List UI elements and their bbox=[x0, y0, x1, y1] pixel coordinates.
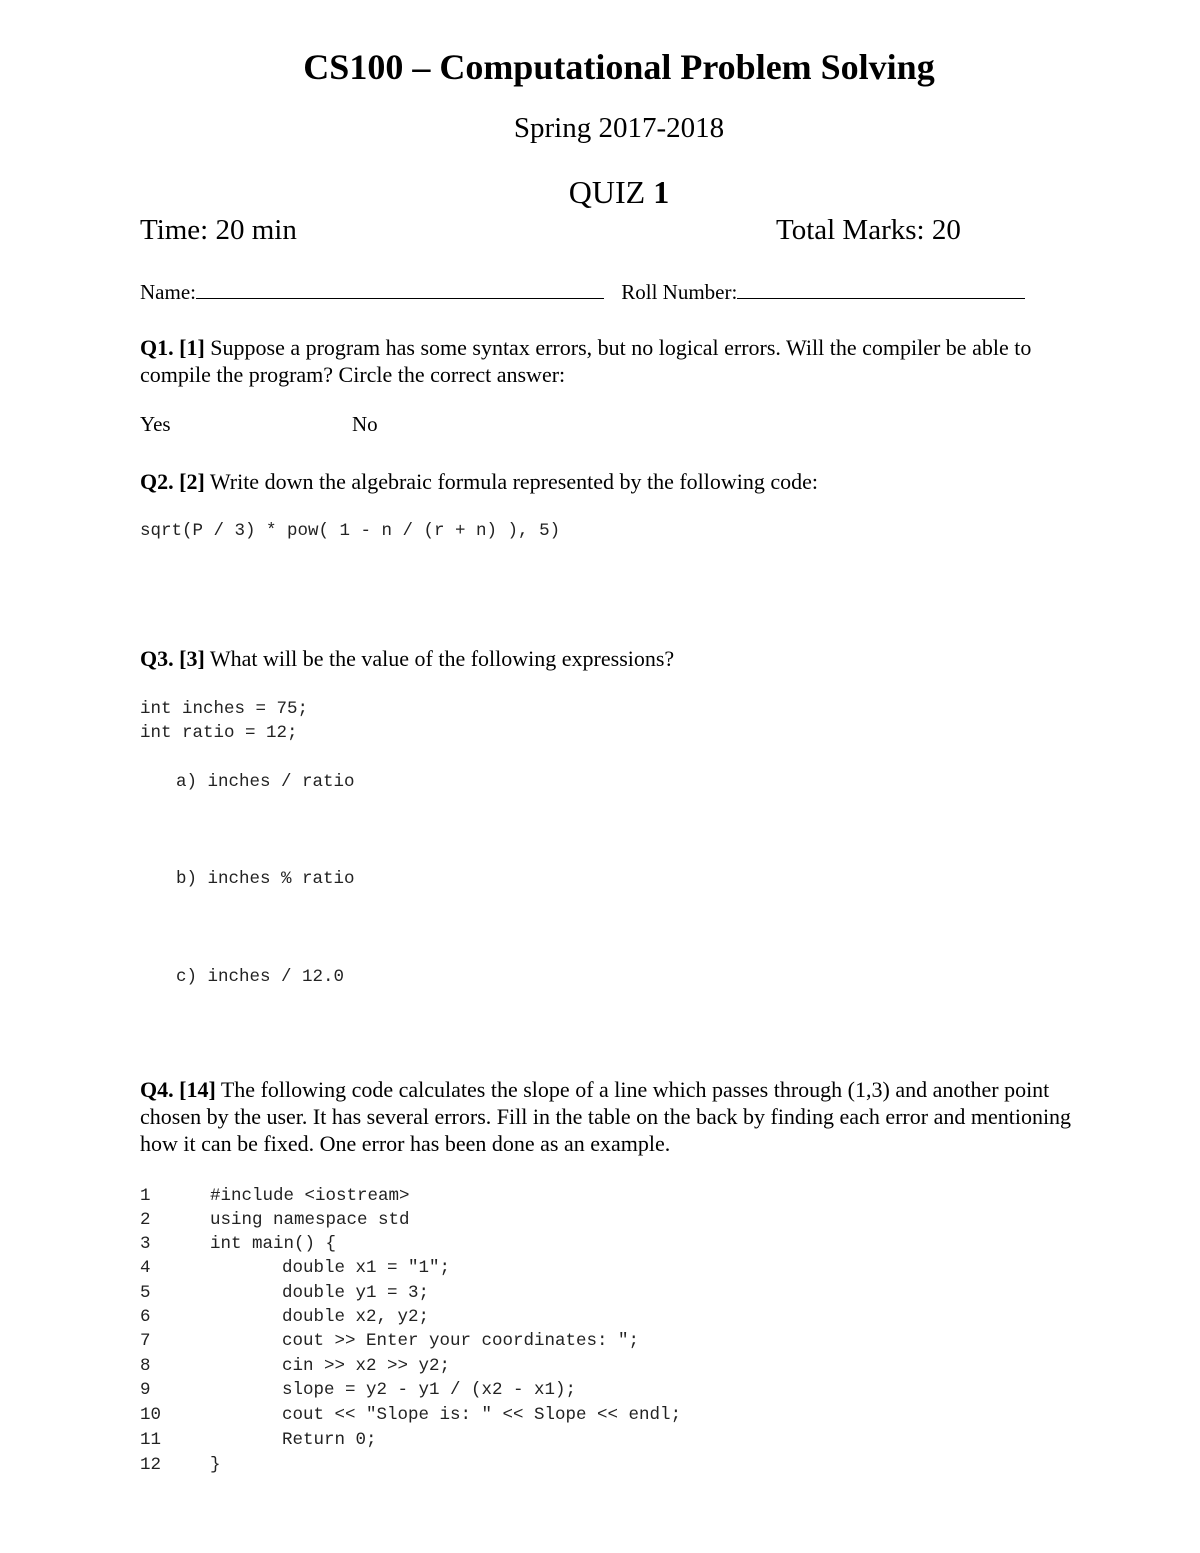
line-number: 4 bbox=[140, 1258, 151, 1278]
line-number: 11 bbox=[140, 1430, 162, 1450]
question-3-number: Q3. [3] bbox=[140, 646, 205, 671]
question-3-text: What will be the value of the following expressions? bbox=[204, 646, 675, 671]
quiz-heading bbox=[0, 174, 1200, 211]
question-2-text: Write down the algebraic formula represented by the following code: bbox=[204, 469, 819, 494]
line-number: 5 bbox=[140, 1283, 151, 1303]
question-1-text: Suppose a program has some syntax errors, but no logical errors. Will the compiler be able to compile the program? Circle the correct answer: bbox=[140, 335, 1032, 387]
name-blank[interactable] bbox=[196, 280, 604, 299]
question-3 bbox=[140, 645, 1080, 672]
question-2-code: sqrt(P / 3) * pow( 1 - n / (r + n) ), 5) bbox=[140, 521, 561, 541]
question-2 bbox=[140, 468, 1080, 495]
code-line: double y1 = 3; bbox=[282, 1283, 430, 1303]
quiz-label: QUIZ bbox=[568, 174, 646, 210]
code-line: #include <iostream> bbox=[210, 1186, 410, 1206]
question-3-part-c: c) inches / 12.0 bbox=[176, 967, 345, 987]
line-number: 2 bbox=[140, 1210, 151, 1230]
page-title: CS100 – Computational Problem Solving bbox=[303, 47, 935, 87]
question-4 bbox=[140, 1076, 1080, 1157]
question-3-part-b: b) inches % ratio bbox=[176, 869, 355, 889]
question-4-text: The following code calculates the slope of a line which passes through (1,3) and another point chosen by the user. It has several errors. Fill in the table on the back by finding each error and mentioning how it can be fixed. One error has been done as an example. bbox=[140, 1077, 1072, 1156]
code-line: double x1 = "1"; bbox=[282, 1258, 451, 1278]
total-marks: Total Marks: 20 bbox=[776, 214, 961, 246]
time-limit: Time: 20 min bbox=[140, 214, 297, 246]
code-line: int main() { bbox=[210, 1234, 337, 1254]
quiz-number: 1 bbox=[653, 174, 670, 210]
line-number: 3 bbox=[140, 1234, 151, 1254]
student-info-row bbox=[140, 280, 1025, 305]
code-line-inches: int inches = 75; bbox=[140, 699, 309, 719]
roll-number-label: Roll Number: bbox=[621, 280, 738, 304]
question-4-number: Q4. [14] bbox=[140, 1077, 216, 1102]
line-number: 10 bbox=[140, 1405, 162, 1425]
code-line: Return 0; bbox=[282, 1430, 377, 1450]
line-number: 7 bbox=[140, 1331, 151, 1351]
line-number: 12 bbox=[140, 1455, 162, 1475]
code-line: slope = y2 - y1 / (x2 - x1); bbox=[282, 1380, 577, 1400]
question-2-number: Q2. [2] bbox=[140, 469, 205, 494]
roll-number-blank[interactable] bbox=[737, 280, 1025, 299]
code-line: cout << "Slope is: " << Slope << endl; bbox=[282, 1405, 682, 1425]
code-line: using namespace std bbox=[210, 1210, 410, 1230]
code-line: double x2, y2; bbox=[282, 1307, 430, 1327]
code-line: } bbox=[210, 1455, 221, 1475]
line-number: 1 bbox=[140, 1186, 151, 1206]
question-1-number: Q1. [1] bbox=[140, 335, 205, 360]
option-yes[interactable]: Yes bbox=[140, 412, 171, 436]
term: Spring 2017-2018 bbox=[513, 112, 725, 144]
code-line-ratio: int ratio = 12; bbox=[140, 723, 298, 743]
code-line: cin >> x2 >> y2; bbox=[282, 1356, 451, 1376]
name-label: Name: bbox=[140, 280, 196, 304]
question-3-part-a: a) inches / ratio bbox=[176, 772, 355, 792]
line-number: 6 bbox=[140, 1307, 151, 1327]
code-line: cout >> Enter your coordinates: "; bbox=[282, 1331, 640, 1351]
line-number: 9 bbox=[140, 1380, 151, 1400]
option-no[interactable]: No bbox=[352, 412, 378, 436]
question-1 bbox=[140, 334, 1080, 388]
line-number: 8 bbox=[140, 1356, 151, 1376]
